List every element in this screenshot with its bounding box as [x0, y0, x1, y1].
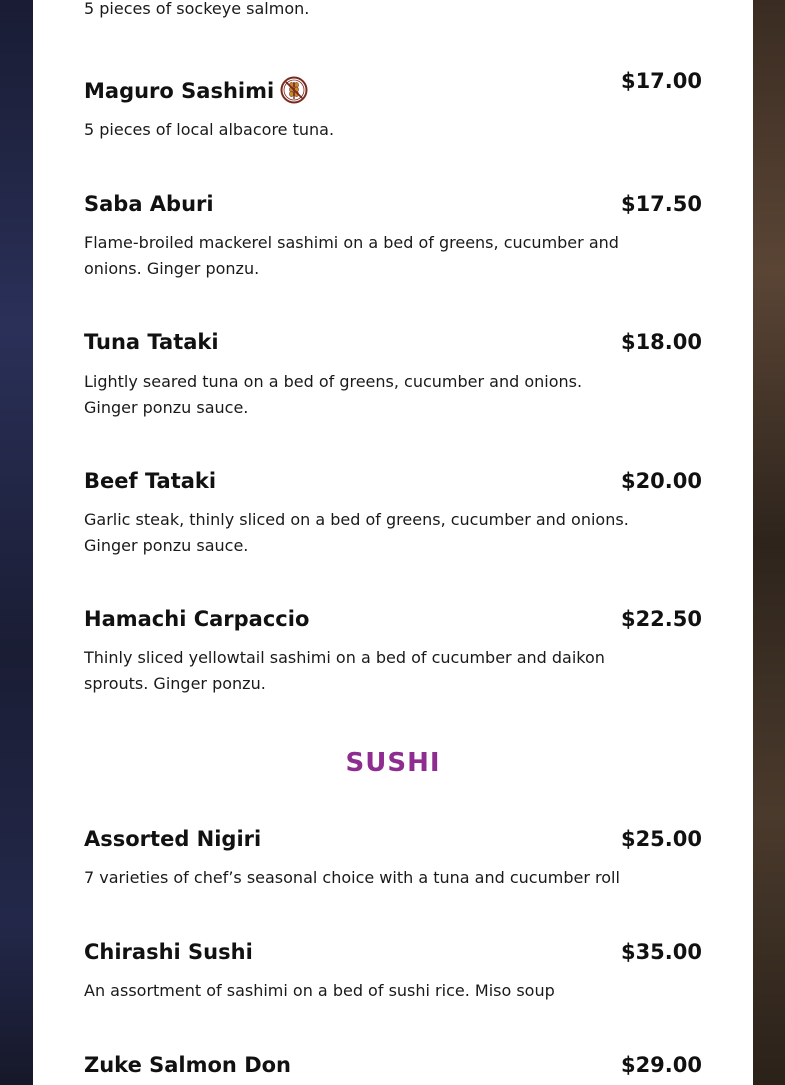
- menu-item-maguro-sashimi: [84, 70, 702, 150]
- menu-item-chirashi-sushi: [84, 938, 702, 1008]
- item-price: $25.00: [620, 827, 702, 851]
- item-price: $20.00: [620, 469, 702, 493]
- item-price: $17.00: [620, 69, 702, 93]
- item-description: 5 pieces of local albacore tuna.: [84, 120, 335, 139]
- menu-item-assorted-nigiri: [84, 825, 702, 895]
- item-price: $17.50: [620, 192, 702, 216]
- item-name: Assorted Nigiri: [84, 827, 262, 851]
- item-name: Saba Aburi: [84, 192, 214, 216]
- item-price: $35.00: [620, 940, 702, 964]
- menu-panel: [33, 0, 753, 1085]
- item-price: $22.50: [620, 607, 702, 631]
- item-description: Flame-broiled mackerel sashimi on a bed of greens, cucumber and onions. Ginger ponzu.: [84, 233, 619, 278]
- item-description: Lightly seared tuna on a bed of greens, cucumber and onions. Ginger ponzu sauce.: [84, 372, 583, 417]
- background-right: [753, 0, 785, 1085]
- menu-item-hamachi-carpaccio: [84, 605, 702, 705]
- item-description: Thinly sliced yellowtail sashimi on a bed of cucumber and daikon sprouts. Ginger ponzu.: [84, 648, 605, 693]
- item-name: Hamachi Carpaccio: [84, 607, 310, 631]
- item-name: Chirashi Sushi: [84, 940, 253, 964]
- background-left: [0, 0, 33, 1085]
- item-name: Zuke Salmon Don: [84, 1053, 292, 1077]
- item-description: 7 varieties of chef’s seasonal choice with a tuna and cucumber roll: [84, 868, 620, 887]
- item-description: Garlic steak, thinly sliced on a bed of greens, cucumber and onions. Ginger ponzu sauce.: [84, 510, 629, 555]
- item-price: $18.00: [620, 330, 702, 354]
- item-name: Beef Tataki: [84, 469, 217, 493]
- menu-item-saba-aburi: [84, 190, 702, 290]
- menu-item-zuke-salmon-don: [84, 1051, 702, 1085]
- gluten-free-icon: [280, 76, 308, 104]
- section-heading-sushi: SUSHI: [345, 748, 441, 778]
- item-name: Maguro Sashimi: [84, 77, 308, 105]
- item-description: An assortment of sashimi on a bed of sushi rice. Miso soup: [84, 981, 555, 1000]
- item-name: Tuna Tataki: [84, 330, 219, 354]
- menu-item-tuna-tataki: [84, 328, 702, 428]
- item-description-partial: 5 pieces of sockeye salmon.: [84, 0, 310, 18]
- menu-item-beef-tataki: [84, 467, 702, 567]
- item-price: $29.00: [620, 1053, 702, 1077]
